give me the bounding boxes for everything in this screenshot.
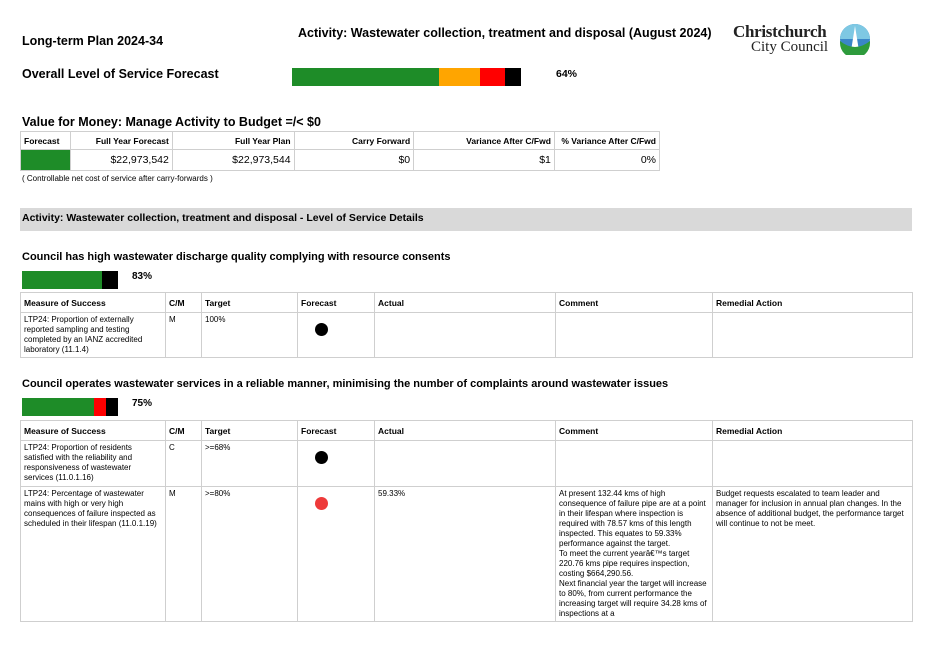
column-header: Target bbox=[202, 421, 298, 441]
forecast-status-dot bbox=[315, 497, 328, 510]
bar-segment bbox=[22, 271, 102, 289]
overall-los-label: Overall Level of Service Forecast bbox=[22, 67, 219, 81]
plan-title: Long-term Plan 2024-34 bbox=[22, 34, 164, 48]
actual-cell: 59.33% bbox=[375, 487, 556, 622]
remedial-cell bbox=[713, 441, 913, 487]
measures-body bbox=[21, 441, 913, 622]
forecast-cell bbox=[298, 487, 375, 622]
remedial-cell bbox=[713, 313, 913, 358]
bar-segment bbox=[292, 68, 439, 86]
group-los-percent: 75% bbox=[132, 398, 153, 409]
measures-table bbox=[20, 292, 913, 358]
activity-title: Activity: Wastewater collection, treatment and disposal (August 2024) bbox=[298, 26, 712, 40]
logo-line1: Christchurch bbox=[733, 22, 827, 41]
vfm-value: $22,973,544 bbox=[172, 150, 294, 171]
bar-segment bbox=[102, 271, 118, 289]
vfm-col-header: Carry Forward bbox=[294, 132, 414, 150]
cm-cell: M bbox=[166, 487, 202, 622]
bar-segment bbox=[505, 68, 521, 86]
forecast-status-dot bbox=[315, 451, 328, 464]
column-header: Remedial Action bbox=[713, 293, 913, 313]
section-header bbox=[20, 208, 912, 231]
overall-los-bar bbox=[292, 68, 521, 86]
value-for-money-title: Value for Money: Manage Activity to Budget =/< $0 bbox=[22, 115, 321, 129]
remedial-cell: Budget requests escalated to team leader and manager for inclusion in annual plan changes. In the absence of additional budget, the performance target will continue to not be meet. bbox=[713, 487, 913, 622]
target-cell: 100% bbox=[202, 313, 298, 358]
vfm-value: $0 bbox=[294, 150, 414, 171]
actual-cell bbox=[375, 441, 556, 487]
measure-cell: LTP24: Proportion of residents satisfied with the reliability and responsiveness of wastewater services (11.0.1.16) bbox=[21, 441, 166, 487]
section-title: Activity: Wastewater collection, treatment and disposal - Level of Service Details bbox=[22, 212, 424, 224]
column-header: Remedial Action bbox=[713, 421, 913, 441]
column-header: Comment bbox=[556, 293, 713, 313]
column-header: Actual bbox=[375, 421, 556, 441]
vfm-col-header: Full Year Plan bbox=[172, 132, 294, 150]
measure-cell: LTP24: Percentage of wastewater mains with high or very high consequences of failure inspected as scheduled in their lifespan (11.0.1.19) bbox=[21, 487, 166, 622]
table-row bbox=[21, 487, 913, 622]
council-logo bbox=[733, 22, 873, 58]
cm-cell: C bbox=[166, 441, 202, 487]
cm-cell: M bbox=[166, 313, 202, 358]
measures-header-row bbox=[21, 421, 913, 441]
vfm-col-header: Variance After C/Fwd bbox=[414, 132, 555, 150]
column-header: Forecast bbox=[298, 293, 375, 313]
vfm-value: $1 bbox=[414, 150, 555, 171]
column-header: C/M bbox=[166, 421, 202, 441]
forecast-cell bbox=[298, 313, 375, 358]
table-row bbox=[21, 441, 913, 487]
actual-cell bbox=[375, 313, 556, 358]
group-los-percent: 83% bbox=[132, 271, 153, 282]
target-cell: >=80% bbox=[202, 487, 298, 622]
forecast-cell bbox=[298, 441, 375, 487]
vfm-header-row bbox=[21, 132, 660, 150]
logo-line2: City Council bbox=[751, 39, 829, 55]
bar-segment bbox=[439, 68, 480, 86]
column-header: C/M bbox=[166, 293, 202, 313]
overall-los-percent: 64% bbox=[556, 68, 578, 80]
vfm-col-header: Full Year Forecast bbox=[71, 132, 173, 150]
measures-header-row bbox=[21, 293, 913, 313]
measure-cell: LTP24: Proportion of externally reported sampling and testing completed by an IANZ accredited laboratory (11.1.4) bbox=[21, 313, 166, 358]
measures-body bbox=[21, 313, 913, 358]
bar-segment bbox=[480, 68, 505, 86]
comment-cell: At present 132.44 kms of high consequence of failure pipe are at a point in their lifespan where inspection is required with 78.57 kms of this length inspected. This equates to 59.33% performance against the target. To meet the current yearâ€™s target 220.76 kms pipe requires inspection, costing $664,290.56. Next financial year the target will increase to 80%, from current performance the increasing target will require 34.28 kms of inspections at a bbox=[556, 487, 713, 622]
column-header: Measure of Success bbox=[21, 421, 166, 441]
group-title: Council has high wastewater discharge quality complying with resource consents bbox=[22, 251, 451, 263]
vfm-col-header: Forecast bbox=[21, 132, 71, 150]
table-row bbox=[21, 313, 913, 358]
forecast-status-dot bbox=[315, 323, 328, 336]
bar-segment bbox=[94, 398, 106, 416]
group-los-bar bbox=[22, 398, 118, 416]
target-cell: >=68% bbox=[202, 441, 298, 487]
column-header: Forecast bbox=[298, 421, 375, 441]
bar-segment bbox=[106, 398, 118, 416]
vfm-col-header: % Variance After C/Fwd bbox=[554, 132, 659, 150]
column-header: Target bbox=[202, 293, 298, 313]
cathedral-emblem-icon bbox=[839, 23, 871, 55]
column-header: Measure of Success bbox=[21, 293, 166, 313]
value-for-money-table bbox=[20, 131, 660, 171]
group-los-bar bbox=[22, 271, 118, 289]
vfm-value: $22,973,542 bbox=[71, 150, 173, 171]
group-title: Council operates wastewater services in a reliable manner, minimising the number of complaints around wastewater issues bbox=[22, 378, 669, 390]
column-header: Comment bbox=[556, 421, 713, 441]
measures-table bbox=[20, 420, 913, 622]
comment-cell bbox=[556, 441, 713, 487]
vfm-value: 0% bbox=[554, 150, 659, 171]
vfm-value-row bbox=[21, 150, 660, 171]
comment-cell bbox=[556, 313, 713, 358]
column-header: Actual bbox=[375, 293, 556, 313]
vfm-note: ( Controllable net cost of service after carry-forwards ) bbox=[22, 174, 213, 183]
vfm-forecast-indicator bbox=[21, 150, 71, 171]
bar-segment bbox=[22, 398, 94, 416]
